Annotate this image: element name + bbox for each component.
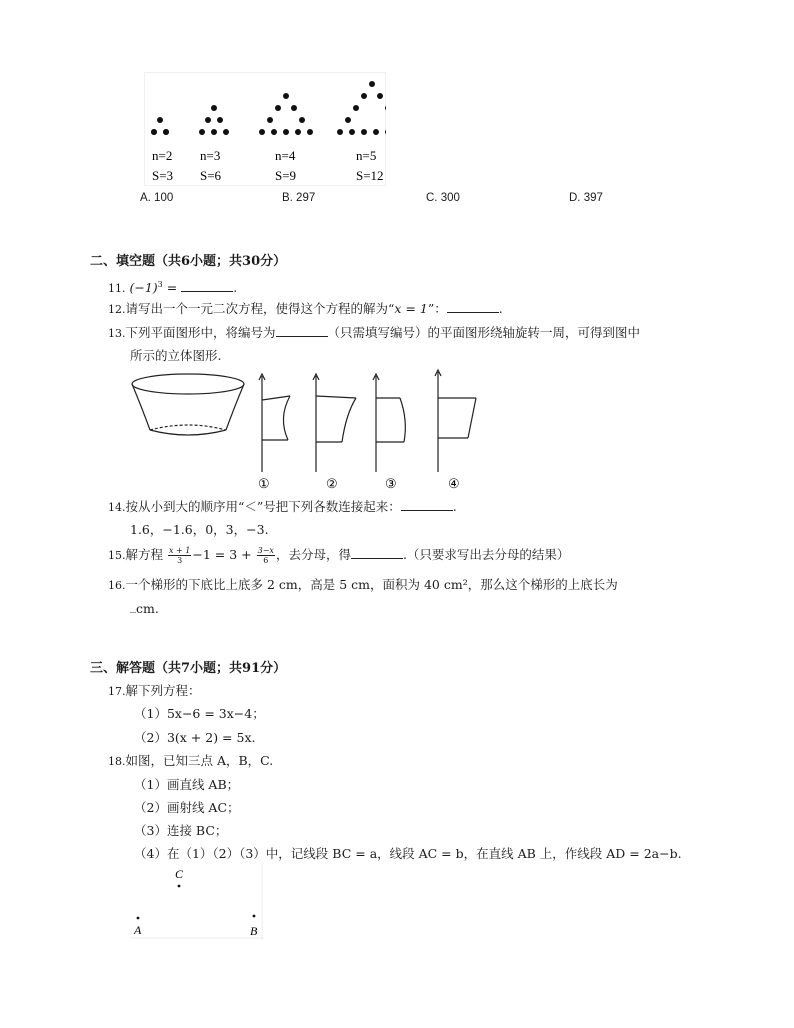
shape-label-2: ② bbox=[326, 476, 338, 491]
shape-1 bbox=[259, 374, 290, 472]
q14-numbers: 1.6，−1.6，0，3，−3. bbox=[130, 522, 269, 537]
option-a: A. 100 bbox=[140, 192, 174, 204]
points-figure bbox=[130, 864, 264, 940]
dot-pattern-figure bbox=[144, 72, 386, 186]
q18-part4: （4）在（1）（2）（3）中，记线段 BC = a，线段 AC = b，在直线 AB 上，作线段 AD = 2a−b. bbox=[134, 846, 682, 861]
solid-figure bbox=[132, 374, 244, 435]
f4-n: n=5 bbox=[356, 148, 377, 163]
q17-part1: （1）5x−6 = 3x−4； bbox=[134, 706, 265, 721]
point-a-label: A bbox=[134, 923, 142, 937]
q16-line2: cm. bbox=[130, 600, 159, 618]
q13-line2: 所示的立体图形. bbox=[130, 348, 222, 363]
q18-part3: （3）连接 BC； bbox=[134, 823, 228, 838]
f2-s: S=6 bbox=[200, 168, 222, 183]
q12: 12.请写出一个一元二次方程，使得这个方程的解为“x = 1”： . bbox=[108, 301, 503, 316]
q11: 11. $(-1)^3$ = . bbox=[108, 280, 238, 296]
f1-s: S=3 bbox=[152, 168, 174, 183]
shape-4 bbox=[435, 370, 476, 472]
shape-label-3: ③ bbox=[385, 476, 397, 491]
option-d: D. 397 bbox=[569, 192, 603, 204]
point-c-label: C bbox=[175, 867, 184, 881]
shape-2 bbox=[313, 374, 356, 472]
q18-part1: （1）画直线 AB； bbox=[134, 777, 240, 792]
point-c bbox=[178, 885, 181, 888]
q18: 18.如图，已知三点 A，B，C. bbox=[108, 753, 274, 768]
f4-s: S=12 bbox=[356, 168, 384, 183]
q17: 17.解下列方程： bbox=[108, 683, 201, 698]
q14-blank[interactable] bbox=[401, 498, 453, 511]
q15: 15.解方程 $\frac{x + 1}{3}$ −1 = 3 + $\frac{3-x}{6}$ ，去分母，得 .（只要求写出去分母的结果） bbox=[108, 546, 570, 565]
dot-triangles bbox=[144, 72, 386, 186]
q15-blank[interactable] bbox=[351, 546, 403, 559]
fraction-2: $\frac{3-x}{6}$ bbox=[257, 546, 274, 565]
revolution-shapes bbox=[128, 368, 488, 494]
option-b: B. 297 bbox=[282, 192, 316, 204]
section3-title: 三、解答题（共7小题；共91分） bbox=[90, 661, 287, 676]
shape-label-4: ④ bbox=[448, 476, 460, 491]
q13-line1: 13.下列平面图形中，将编号为 （只需填写编号）的平面图形绕轴旋转一周，可得到图中 bbox=[108, 325, 641, 340]
q12-blank[interactable] bbox=[447, 300, 499, 313]
section2-title: 二、填空题（共6小题；共30分） bbox=[90, 254, 287, 269]
q17-part2: （2）3(x + 2) = 5x. bbox=[134, 730, 256, 745]
q18-part2: （2）画射线 AC； bbox=[134, 800, 240, 815]
q13-figure bbox=[128, 368, 488, 494]
q18-figure bbox=[130, 864, 264, 940]
f3-s: S=9 bbox=[275, 168, 297, 183]
q13-blank[interactable] bbox=[276, 324, 328, 337]
fraction-1: $\frac{x + 1}{3}$ bbox=[169, 546, 191, 565]
option-c: C. 300 bbox=[426, 192, 460, 204]
point-a bbox=[137, 917, 140, 920]
point-b bbox=[253, 915, 256, 918]
f1-n: n=2 bbox=[152, 148, 173, 163]
f2-n: n=3 bbox=[200, 148, 221, 163]
shape-3 bbox=[373, 374, 405, 472]
f3-n: n=4 bbox=[275, 148, 296, 163]
q11-blank[interactable] bbox=[181, 279, 233, 292]
shape-label-1: ① bbox=[258, 476, 270, 491]
point-b-label: B bbox=[250, 924, 258, 938]
q16: 16.一个梯形的下底比上底多 2 cm，高是 5 cm，面积为 40 cm²，那么这个梯形的上底长为 bbox=[108, 577, 618, 592]
q14: 14.按从小到大的顺序用“＜”号把下列各数连接起来： . bbox=[108, 499, 457, 514]
